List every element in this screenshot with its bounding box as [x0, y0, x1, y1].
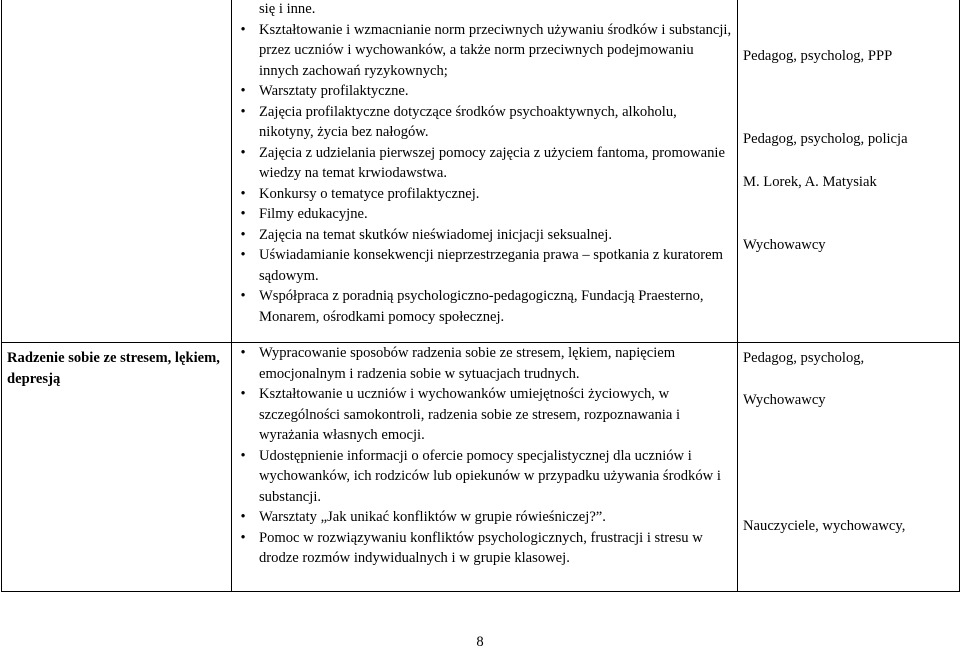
responsible-entry: Pedagog, psycholog, policja — [743, 131, 908, 147]
responsible-cell — [738, 343, 960, 592]
plan-table — [1, 0, 960, 592]
list-item — [232, 245, 737, 286]
list-item-text: się i inne. — [259, 1, 316, 17]
list-item-text: Uświadamianie konsekwencji nieprzestrzegania prawa – spotkania z kuratorem sądowym. — [259, 247, 723, 284]
list-item — [232, 184, 737, 205]
responsible-entry: Pedagog, psycholog, PPP — [743, 48, 893, 64]
topic-cell — [2, 343, 232, 592]
list-item — [232, 0, 737, 20]
page-number: 8 — [476, 634, 484, 650]
list-item — [232, 446, 737, 508]
bullet-icon: • — [240, 247, 246, 263]
responsible-entry: Wychowawcy — [743, 237, 826, 253]
bullet-icon: • — [240, 185, 246, 202]
list-item-text: Udostępnienie informacji o ofercie pomocy specjalistycznej dla uczniów i wychowanków, ich rodziców lub opiekunów w przypadku używania środków i substancji. — [259, 447, 721, 505]
responsible-entry: Wychowawcy — [743, 392, 826, 408]
activities-list — [232, 0, 737, 327]
activities-cell — [232, 0, 738, 343]
bullet-icon: • — [240, 226, 246, 243]
bullet-icon: • — [240, 21, 246, 38]
list-item — [232, 143, 737, 184]
list-item — [232, 204, 737, 225]
bullet-icon: • — [240, 83, 246, 99]
list-item-text: Warsztaty „Jak unikać konfliktów w grupie rówieśniczej?”. — [259, 509, 606, 525]
bullet-icon: • — [240, 386, 246, 402]
list-item — [232, 20, 737, 82]
table-row — [2, 343, 960, 592]
bullet-icon: • — [240, 206, 246, 222]
list-item-text: Warsztaty profilaktyczne. — [259, 83, 409, 99]
list-item — [232, 286, 737, 327]
bullet-icon: • — [240, 103, 246, 120]
list-item-text: Konkursy o tematyce profilaktycznej. — [259, 185, 480, 202]
list-item — [232, 343, 737, 384]
list-item-text: Współpraca z poradnią psychologiczno-pedagogiczną, Fundacją Praesterno, Monarem, ośrodkami pomocy społecznej. — [259, 288, 704, 325]
topic-cell — [2, 0, 232, 343]
list-item — [232, 225, 737, 246]
list-item — [232, 81, 737, 102]
bullet-icon: • — [240, 345, 246, 361]
list-item — [232, 102, 737, 143]
topic-text — [2, 0, 231, 4]
list-item — [232, 507, 737, 528]
table-row — [2, 0, 960, 343]
responsible-cell — [738, 0, 960, 343]
bullet-icon: • — [240, 509, 246, 525]
bullet-icon: • — [240, 144, 246, 161]
bullet-icon: • — [240, 529, 246, 546]
list-item-text: Kształtowanie i wzmacnianie norm przeciwnych używaniu środków i substancji, przez uczniów i wychowanków, a także norm przeciwnych podejmowaniu innych zachowań ryzykownych; — [259, 21, 732, 79]
list-item-text: Wypracowanie sposobów radzenia sobie ze stresem, lękiem, napięciem emocjonalnym i radzenia sobie w sytuacjach trudnych. — [259, 345, 676, 382]
activities-cell — [232, 343, 738, 592]
list-item-text: Pomoc w rozwiązywaniu konfliktów psychologicznych, frustracji i stresu w drodze rozmów indywidualnych i w grupie klasowej. — [259, 529, 703, 566]
activities-list — [232, 343, 737, 569]
list-item-text: Zajęcia na temat skutków nieświadomej inicjacji seksualnej. — [259, 226, 612, 243]
list-item-text: Zajęcia profilaktyczne dotyczące środków psychoaktywnych, alkoholu, nikotyny, życia bez nałogów. — [259, 103, 677, 140]
list-item — [232, 384, 737, 446]
list-item-text: Kształtowanie u uczniów i wychowanków umiejętności życiowych, w szczególności samokontroli, radzenia sobie ze stresem, rozpoznawania i wyrażania własnych emocji. — [259, 386, 681, 443]
bullet-icon: • — [240, 288, 246, 304]
list-item — [232, 528, 737, 569]
responsible-entry: M. Lorek, A. Matysiak — [743, 174, 877, 190]
topic-text: Radzenie sobie ze stresem, lękiem, depresją — [7, 350, 220, 387]
responsible-entry: Nauczyciele, wychowawcy, — [743, 518, 906, 534]
bullet-icon: • — [240, 447, 246, 464]
list-item-text: Filmy edukacyjne. — [259, 206, 368, 222]
responsible-entry: Pedagog, psycholog, — [743, 350, 865, 366]
list-item-text: Zajęcia z udzielania pierwszej pomocy zajęcia z użyciem fantoma, promowanie wiedzy na temat krwiodawstwa. — [259, 144, 725, 181]
